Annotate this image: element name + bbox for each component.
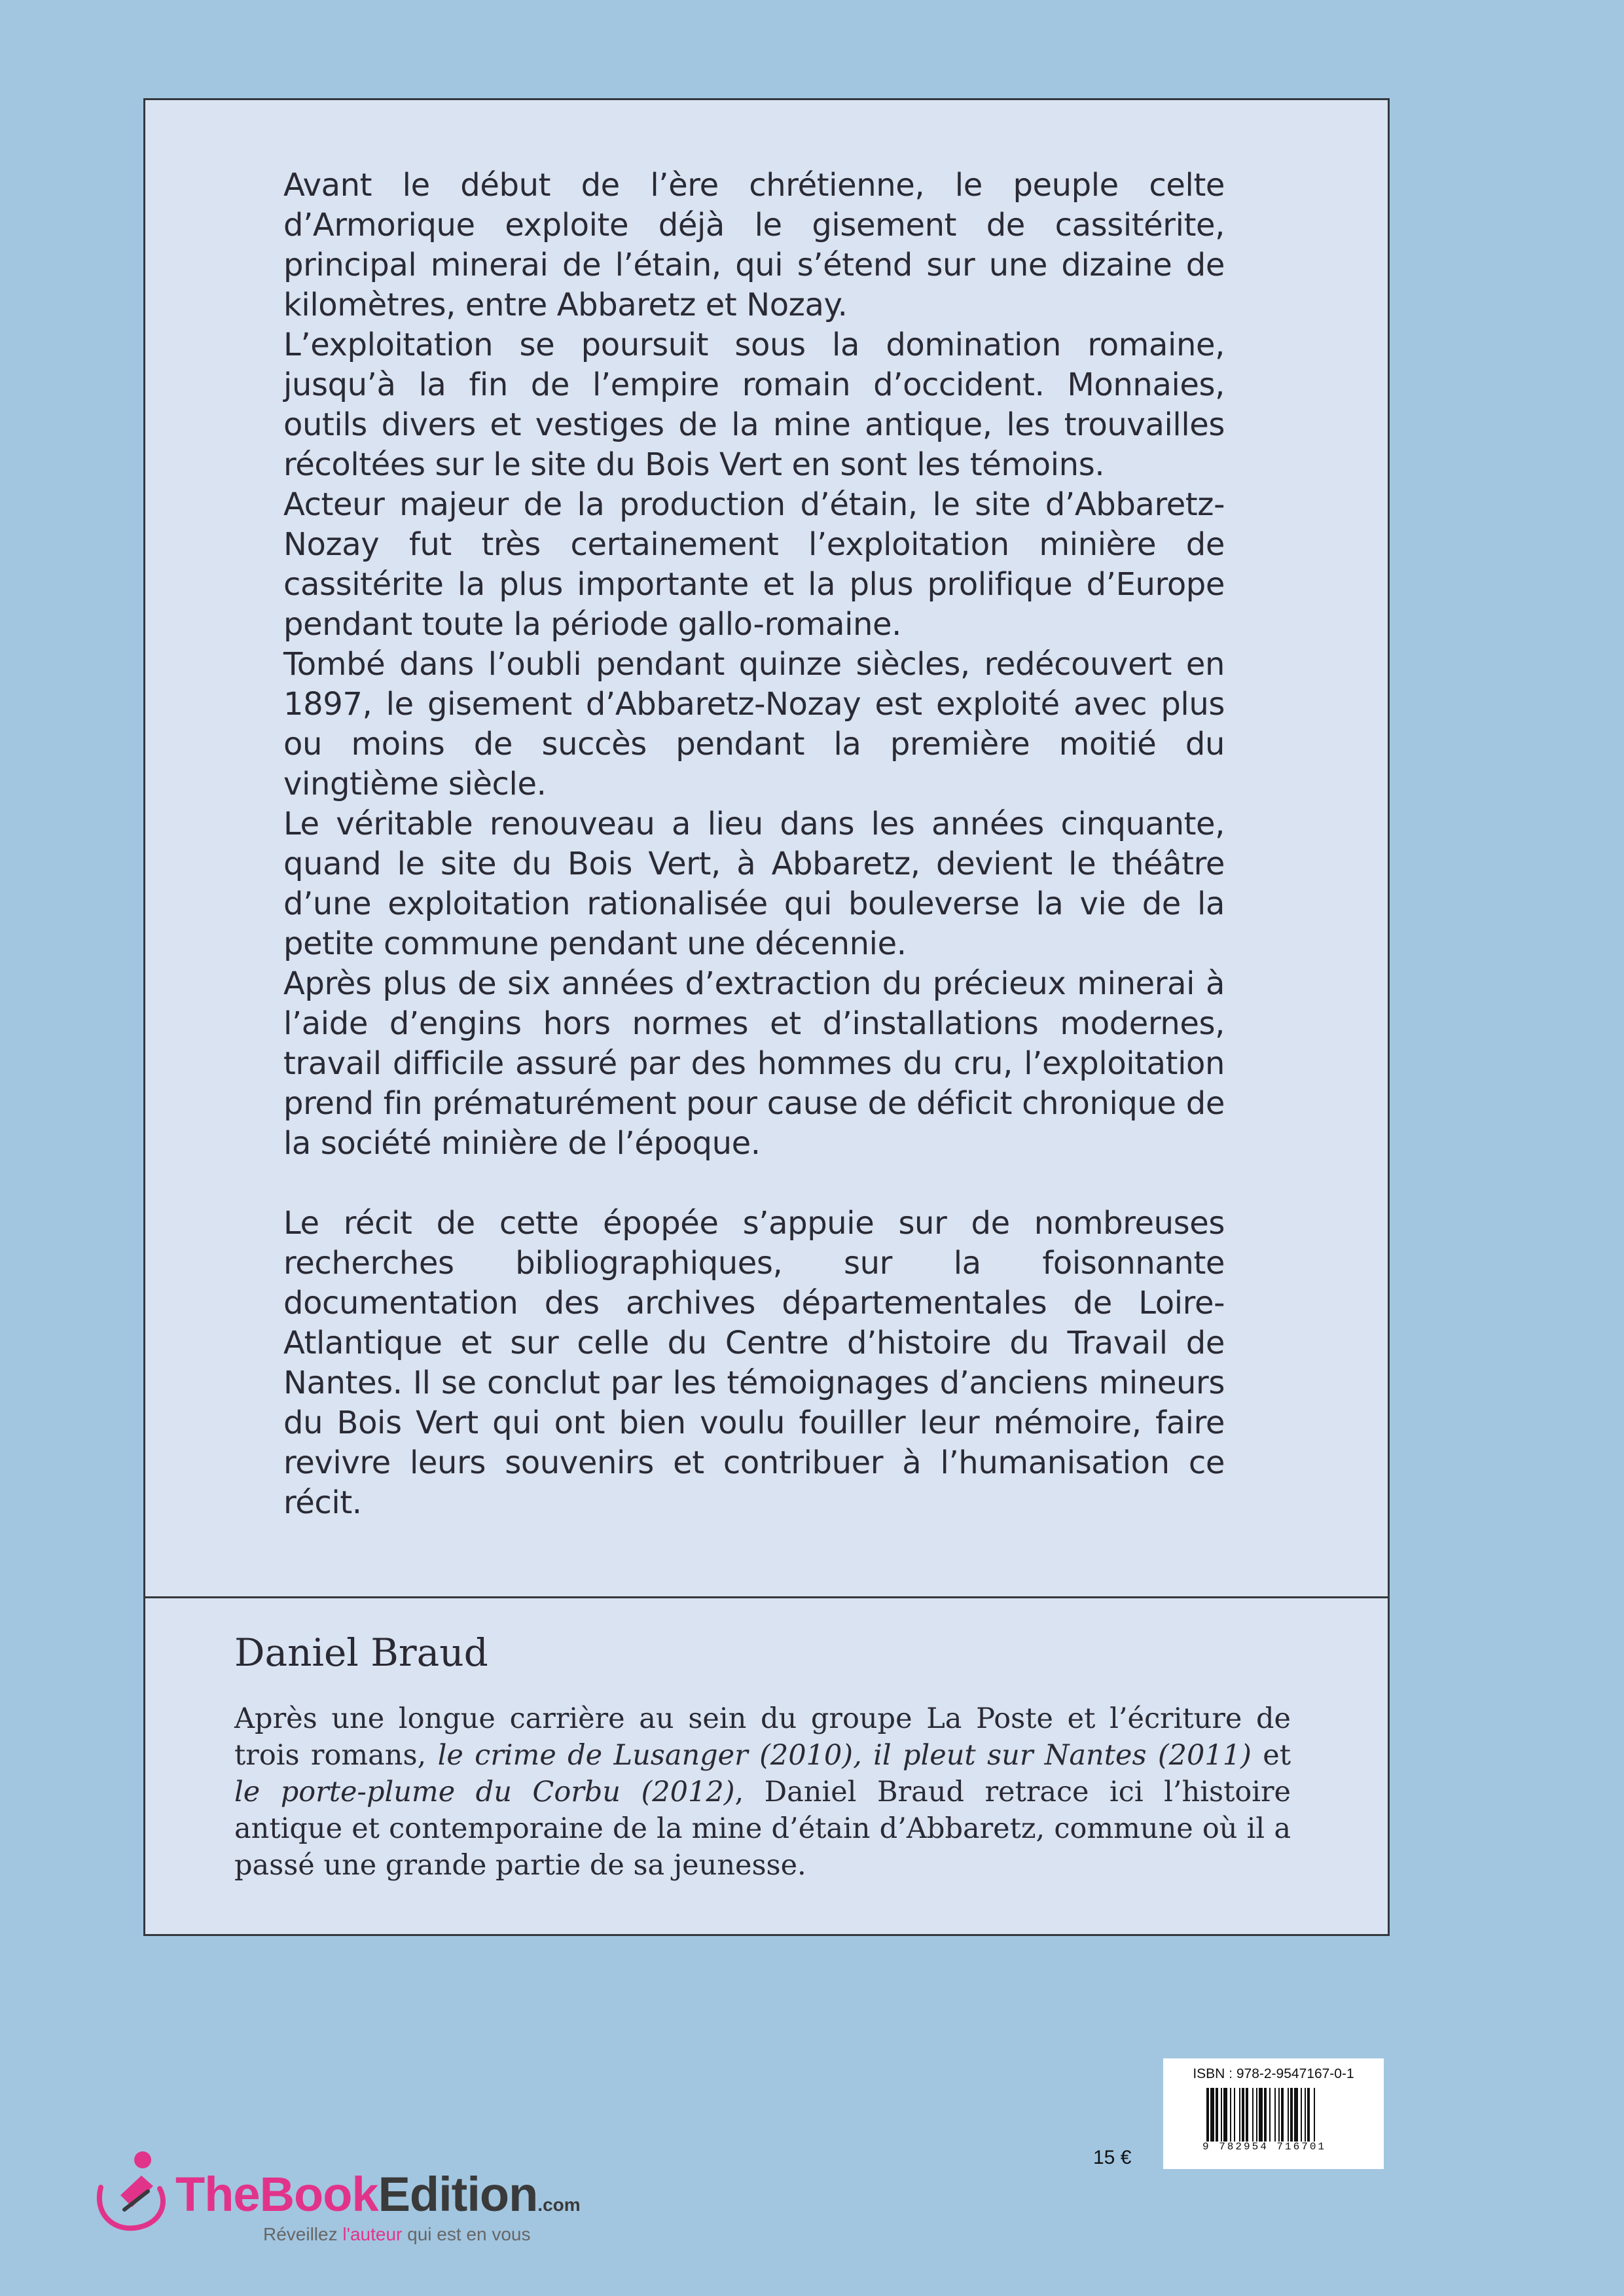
publisher-logo — [92, 2149, 581, 2244]
book-title-2: il pleut sur Nantes (2011) — [873, 1739, 1252, 1772]
author-name: Daniel Braud — [234, 1630, 488, 1675]
barcode-digits: 9 782954 716701 — [1202, 2141, 1327, 2153]
back-cover-panel — [143, 98, 1390, 1936]
publisher-figure-icon — [92, 2149, 173, 2234]
summary-paragraph-7: Le récit de cette épopée s’appuie sur de nombreuses recherches bibliographiques, sur la foisonnante documentation des archives départementales de Loire-Atlantique et sur celle du Centre d’histoire du Travail de Nantes. Il se conclut par les témoignages d’anciens mineurs du Bois Vert qui ont bien voulu fouiller leur mémoire, faire revivre leurs souvenirs et contribuer à l’humanisation ce récit. — [283, 1205, 1225, 1521]
price-label: 15 € — [1093, 2147, 1132, 2168]
wordmark-the: The — [175, 2167, 260, 2221]
bio-separator-1: , — [853, 1739, 874, 1772]
summary-paragraph-2: L’exploitation se poursuit sous la domination romaine, jusqu’à la fin de l’empire romain d’occident. Monnaies, outils divers et vestiges de la mine antique, les trouvailles récoltées sur le site du Bois Vert en sont les témoins. — [283, 327, 1225, 483]
summary-paragraph-5: Le véritable renouveau a lieu dans les années cinquante, quand le site du Bois Vert, à Abbaretz, devient le théâtre d’une exploitation rationalisée qui bouleverse la vie de la petite commune pendant une décennie. — [283, 806, 1225, 962]
bio-separator-2: et — [1251, 1739, 1291, 1772]
publisher-tagline — [263, 2224, 530, 2245]
wordmark-com: .com — [537, 2195, 581, 2215]
summary-paragraph-1: Avant le début de l’ère chrétienne, le peuple celte d’Armorique exploite déjà le gisement de cassitérite, principal minerai de l’étain, qui s’étend sur une dizaine de kilomètres, entre Abbaretz et Nozay. — [283, 167, 1225, 323]
tagline-highlight: l'auteur — [342, 2224, 403, 2244]
bio-text-start: Après une longue carrière au sein du groupe La Poste et l’écriture de trois romans, — [234, 1702, 1291, 1772]
section-divider — [145, 1596, 1388, 1598]
book-summary — [283, 166, 1225, 1523]
tagline-start: Réveillez — [263, 2224, 343, 2244]
wordmark-book: Book — [259, 2167, 378, 2221]
tagline-end: qui est en vous — [402, 2224, 531, 2244]
summary-paragraph-3: Acteur majeur de la production d’étain, le site d’Abbaretz-Nozay fut très certainement l’exploitation minière de cassitérite la plus importante et la plus prolifique d’Europe pendant toute la période gallo-romaine. — [283, 486, 1225, 643]
isbn-label: ISBN : 978-2-9547167-0-1 — [1193, 2066, 1354, 2081]
summary-paragraph-4: Tombé dans l’oubli pendant quinze siècles, redécouvert en 1897, le gisement d’Abbaretz-Nozay est exploité avec plus ou moins de succès pendant la première moitié du vingtième siècle. — [283, 646, 1225, 802]
wordmark-edition: Edition — [378, 2167, 538, 2221]
barcode-box — [1163, 2058, 1384, 2169]
bio-text-end: , Daniel Braud retrace ici l’histoire antique et contemporaine de la mine d’étain d’Abbaretz, commune où il a passé une grande partie de sa jeunesse. — [234, 1776, 1291, 1882]
barcode-bars-icon — [1206, 2088, 1345, 2142]
summary-paragraph-6: Après plus de six années d’extraction du précieux minerai à l’aide d’engins hors normes et d’installations modernes, travail difficile assuré par des hommes du cru, l’exploitation prend fin prématurément pour cause de déficit chronique de la société minière de l’époque. — [283, 965, 1225, 1162]
book-title-1: le crime de Lusanger (2010) — [437, 1739, 854, 1772]
publisher-wordmark — [175, 2166, 581, 2222]
book-title-3: le porte-plume du Corbu (2012) — [234, 1776, 735, 1808]
author-bio — [234, 1700, 1291, 1884]
